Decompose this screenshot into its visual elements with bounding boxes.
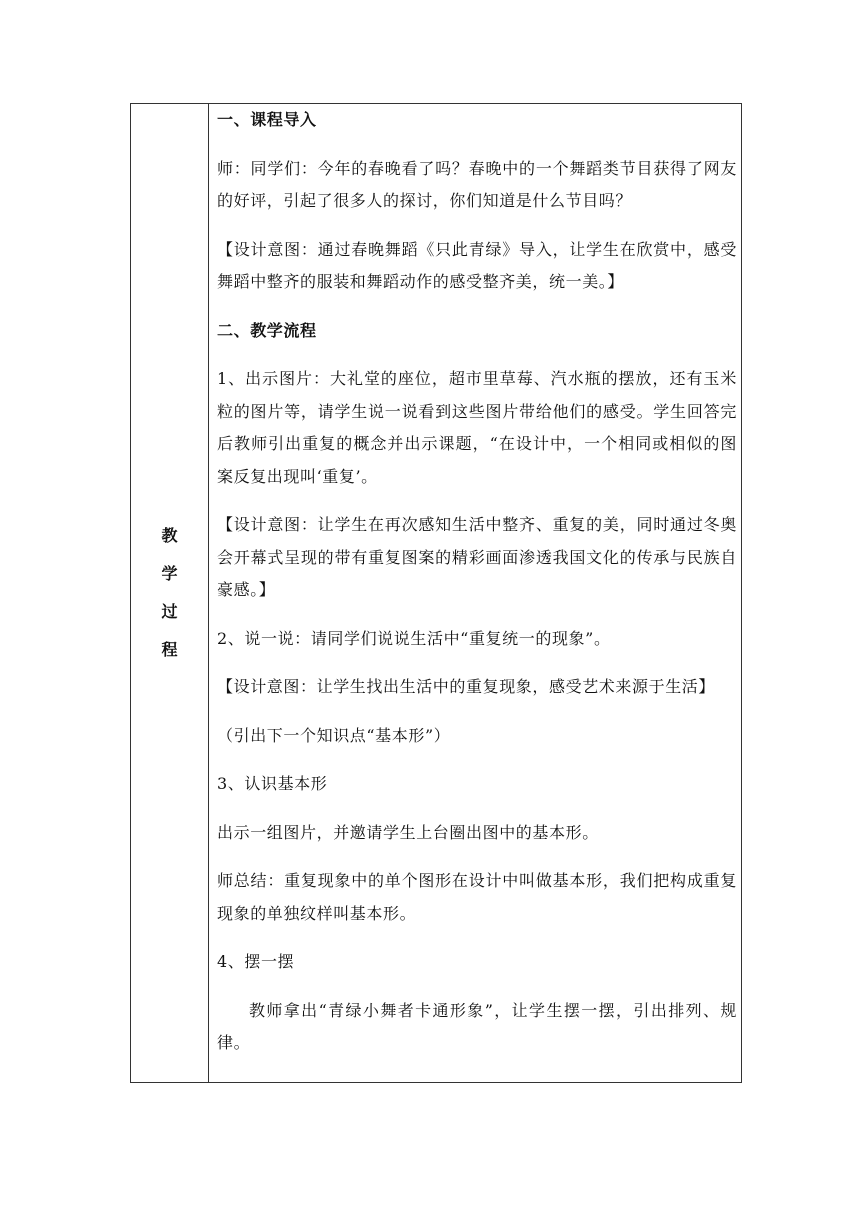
side-label-char: 学 — [161, 564, 178, 583]
section2-heading: 二、教学流程 — [217, 320, 317, 340]
lesson-content — [217, 104, 737, 1060]
side-label-char: 过 — [161, 602, 178, 621]
side-label-cell — [131, 104, 209, 1083]
content-cell — [209, 104, 742, 1083]
side-label-teaching-process — [161, 517, 177, 669]
step2-paragraph: 2、说一说：请同学们说说生活中“重复统一的现象”。 — [217, 628, 611, 648]
side-label-char: 程 — [161, 640, 178, 659]
step4-paragraph: 教师拿出“青绿小舞者卡通形象”，让学生摆一摆，引出排列、规律。 — [217, 1000, 737, 1052]
design-intent-paragraph: 【设计意图：让学生找出生活中的重复现象，感受艺术来源于生活】 — [217, 677, 716, 696]
section1-heading: 一、课程导入 — [217, 110, 317, 129]
step1-paragraph: 1、出示图片：大礼堂的座位，超市里草莓、汽水瓶的摆放，还有玉米粒的图片等，请学生说一说看到这些图片带给他们的感受。学生回答完后教师引出重复的概念并出示课题，“在设计中，一个相同或相似的图案反复出现叫‘重复’。 — [217, 369, 737, 486]
step3-show-paragraph: 出示一组图片，并邀请学生上台圈出图中的基本形。 — [217, 822, 599, 842]
design-intent-paragraph: 【设计意图：通过春晚舞蹈《只此青绿》导入，让学生在欣赏中，感受舞蹈中整齐的服装和舞蹈动作的感受整齐美，统一美。】 — [217, 239, 737, 291]
side-label-char: 教 — [161, 526, 178, 545]
step3-summary-paragraph: 师总结：重复现象中的单个图形在设计中叫做基本形，我们把构成重复现象的单独纹样叫基本形。 — [217, 871, 737, 923]
step3-heading: 3、认识基本形 — [217, 774, 328, 793]
design-intent-paragraph: 【设计意图：让学生在再次感知生活中整齐、重复的美，同时通过冬奥会开幕式呈现的带有重复图案的精彩画面渗透我国文化的传承与民族自豪感。】 — [217, 515, 737, 599]
lead-next-paragraph: （引出下一个知识点“基本形”） — [217, 725, 451, 745]
lesson-table — [130, 103, 742, 1083]
table-row — [131, 104, 742, 1083]
step4-heading: 4、摆一摆 — [217, 952, 295, 971]
teacher-question: 师：同学们：今年的春晚看了吗？春晚中的一个舞蹈类节目获得了网友的好评，引起了很多人的探讨，你们知道是什么节目吗？ — [217, 158, 737, 210]
